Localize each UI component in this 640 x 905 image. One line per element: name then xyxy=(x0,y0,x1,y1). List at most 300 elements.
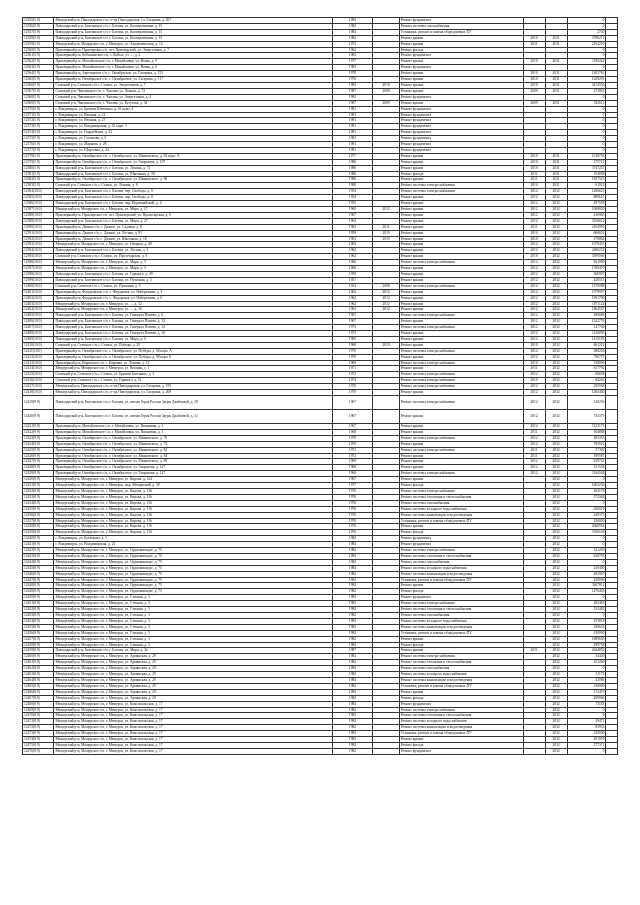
work-type-cell: Ремонт крыши xyxy=(399,207,523,213)
row-id-cell: 12475(8.9) xyxy=(23,742,54,748)
amount-cell: 230000 xyxy=(567,577,606,583)
row-id-cell: 12473(8.9) xyxy=(23,731,54,737)
amount-cell: 399587 xyxy=(567,453,606,459)
address-cell: Мещерский р-н, Павлодарское с/п, ст-ца Павлодарская, ул. Гагарина, д. 195 xyxy=(54,384,332,390)
build-year-cell: 1976 xyxy=(332,494,373,500)
address-cell: Приозерный р-н, Октябрьское с/п, с. Октябрьское, ул. Маяковского, д. 92 корп. А xyxy=(54,153,332,159)
amount-cell: 0 xyxy=(567,477,606,483)
row-id-cell: 12461(8.9) xyxy=(23,660,54,666)
start-year-cell: 2012 xyxy=(523,459,545,465)
amount-cell: 754379 xyxy=(567,410,606,424)
amount-cell: 261980 xyxy=(567,260,606,266)
address-cell: Мещерский р-н, Мещерское с/п, г. Мещерск, мкр. Мещерский, д. 38 xyxy=(54,483,332,489)
amount-cell: 661222 xyxy=(567,342,606,348)
address-cell: Павлодарский р-н, Бахтинское с/п, г. Бахтин, ул. Пушкина, д. 3 xyxy=(54,277,332,283)
amount-cell: 236400 xyxy=(567,565,606,571)
start-year-cell: 2011 xyxy=(523,429,545,435)
amount-cell: 491059 xyxy=(567,737,606,743)
address-cell: г. Владимирск, ул. Глушкова, д. 5 xyxy=(54,136,332,142)
build-year-cell: 1982 xyxy=(332,548,373,554)
amount-cell: 73181 xyxy=(567,701,606,707)
row-id-cell: 12474(8.9) xyxy=(23,737,54,743)
end-year-cell: 2031 xyxy=(545,165,567,171)
work-type-cell: Ремонт системы холодного водоснабжения xyxy=(399,719,523,725)
build-year-cell: 1962 xyxy=(332,289,373,295)
end-year-cell: 2032 xyxy=(545,248,567,254)
row-id-cell: 12370(5.9) xyxy=(23,106,54,112)
end-year-cell: 2032 xyxy=(545,360,567,366)
renovation-year-cell: 2010 xyxy=(373,236,399,242)
amount-cell: 140256 xyxy=(567,396,606,410)
end-year-cell: 2032 xyxy=(545,325,567,331)
amount-cell: 492353 xyxy=(567,435,606,441)
row-id-cell: 12390(10.0) xyxy=(23,224,54,230)
address-cell: Павлодарский р-н, Бахтинское с/п, г. Бахтин, пер. Свободы, д. 8 xyxy=(54,195,332,201)
amount-cell: 230000 xyxy=(567,630,606,636)
start-year-cell: 2012 xyxy=(523,372,545,378)
row-id-cell: 12436(8.9) xyxy=(23,512,54,518)
address-cell: Павлодарский р-н, Бахтинское с/п, г. Бахтин, ул. Мира, д. 34 xyxy=(54,648,332,654)
amount-cell: 572348 xyxy=(567,494,606,500)
build-year-cell: 1955 xyxy=(332,201,373,207)
amount-cell: 1286623 xyxy=(567,189,606,195)
amount-cell: 84242 xyxy=(567,378,606,384)
amount-cell: 532485 xyxy=(567,607,606,613)
row-id-cell: 12356(5.9) xyxy=(23,23,54,29)
build-year-cell: 1963 xyxy=(332,242,373,248)
work-type-cell: Ремонт фундамента xyxy=(399,65,523,71)
start-year-cell: 2012 xyxy=(523,207,545,213)
build-year-cell: 1962 xyxy=(332,248,373,254)
work-type-cell: Ремонт системы электроснабжения xyxy=(399,384,523,390)
end-year-cell: 2032 xyxy=(545,642,567,648)
end-year-cell: 2032 xyxy=(545,748,567,754)
start-year-cell: 2012 xyxy=(523,295,545,301)
work-type-cell: Ремонт системы электроснабжения xyxy=(399,189,523,195)
renovation-year-cell: 2009 xyxy=(373,88,399,94)
address-cell: Мещерский р-н, Мещерское с/п, г. Мещерск, ул. Комсомольская, д. 17 xyxy=(54,742,332,748)
work-type-cell: Ремонт системы электроснабжения xyxy=(399,360,523,366)
renovation-year-cell: 2012 xyxy=(373,301,399,307)
work-type-cell: Ремонт крыши xyxy=(399,583,523,589)
address-cell: Приозерный р-н, Октябрьское с/п, с. Октябрьское, ул. Маяковского, д. 85 xyxy=(54,459,332,465)
address-cell: г. Владимирск, ул. Вешняя, д. 22 xyxy=(54,112,332,118)
start-year-cell: 2012 xyxy=(523,189,545,195)
amount-cell: 321249 xyxy=(567,548,606,554)
start-year-cell: 2011 xyxy=(523,41,545,47)
amount-cell: 3747237 xyxy=(567,165,606,171)
renovation-year-cell: 2012 xyxy=(373,207,399,213)
work-type-cell: Ремонт системы электроснабжения xyxy=(399,435,523,441)
end-year-cell: 2032 xyxy=(545,366,567,372)
row-id-cell: 12382(5.9) xyxy=(23,177,54,183)
end-year-cell: 2032 xyxy=(545,512,567,518)
row-id-cell: 12385(10.0) xyxy=(23,195,54,201)
start-year-cell: 2012 xyxy=(523,242,545,248)
row-id-cell: 12453(8.9) xyxy=(23,613,54,619)
address-cell: Ставский р-н, Ставское с/п, г. Ставск, ул. Горького, д. 51 xyxy=(54,378,332,384)
build-year-cell: 1983 xyxy=(332,65,373,71)
work-type-cell: Ремонт крыши xyxy=(399,295,523,301)
amount-cell: 0 xyxy=(567,65,606,71)
end-year-cell: 2032 xyxy=(545,230,567,236)
end-year-cell: 2032 xyxy=(545,559,567,565)
end-year-cell: 2032 xyxy=(545,378,567,384)
address-cell: Приозерный р-н, Октябрьское с/п, с. Октябрьское, ул. Победы, д. 98 корп. А xyxy=(54,348,332,354)
address-cell: Мещерский р-н, Мещерское с/п, г. Мещерск, ул. Степная, д. 3 xyxy=(54,601,332,607)
build-year-cell: 1982 xyxy=(332,672,373,678)
end-year-cell: 2032 xyxy=(545,677,567,683)
build-year-cell: 1981 xyxy=(332,142,373,148)
build-year-cell: 1982 xyxy=(332,683,373,689)
row-id-cell: 12372(5.9) xyxy=(23,118,54,124)
address-cell: Приозерный р-н, Октябрьское с/п, с. Октябрьское, ул. Маяковского, д. 82 xyxy=(54,447,332,453)
row-id-cell: 12419(9.9) xyxy=(23,396,54,410)
build-year-cell: 1962 xyxy=(332,295,373,301)
row-id-cell: 12394(10.0) xyxy=(23,248,54,254)
build-year-cell: 1974 xyxy=(332,378,373,384)
work-type-cell: Ремонт крыши xyxy=(399,195,523,201)
address-cell: Павлодарский р-н, Бахтинское с/п, г. Бахтин, ул. Генерала Плиева, д. 6 xyxy=(54,313,332,319)
address-cell: Мещерский р-н, Мещерское с/п, г. Мещерск, ул. Мира, д. 3 xyxy=(54,260,332,266)
address-cell: Мещерский р-н, Мещерское с/п, г. Мещерск, ул. Степная, д. 3 xyxy=(54,642,332,648)
address-cell: Мещерский р-н, Павлодарское с/п, ст-ца Павлодарская, ул. Гагарина, д. 207 xyxy=(54,18,332,24)
row-id-cell: 12424(9.9) xyxy=(23,441,54,447)
address-cell: Павлодарский р-н, Бахтинское с/п, г. Бахтин, пер. Свободы, д. 9 xyxy=(54,189,332,195)
row-id-cell: 12384(10.0) xyxy=(23,189,54,195)
amount-cell: 230000 xyxy=(567,731,606,737)
work-type-cell: Ремонт крыши xyxy=(399,242,523,248)
row-id-cell: 12431(8.9) xyxy=(23,483,54,489)
build-year-cell: 1967 xyxy=(332,396,373,410)
end-year-cell: 2031 xyxy=(545,177,567,183)
end-year-cell: 2032 xyxy=(545,313,567,319)
build-year-cell: 1981 xyxy=(332,136,373,142)
end-year-cell: 2032 xyxy=(545,336,567,342)
end-year-cell: 2032 xyxy=(545,260,567,266)
address-cell: Мещерский р-н, Мещерское с/п, г. Мещерск, ул. Кирова, д. 116 xyxy=(54,512,332,518)
amount-cell: 1871124 xyxy=(567,301,606,307)
end-year-cell: 2032 xyxy=(545,683,567,689)
work-type-cell: Ремонт системы газоснабжения xyxy=(399,613,523,619)
address-cell: Приозерный р-н, Михайловское с/п, г. Михайловка, ул. Новая, д. 6 xyxy=(54,65,332,71)
address-cell: Мещерский р-н, Мещерское с/п, г. Мещерск, ул. ..., д. 16 xyxy=(54,307,332,313)
renovation-year-cell xyxy=(373,410,399,424)
amount-cell: 1518754 xyxy=(567,153,606,159)
row-id-cell: 12451(8.9) xyxy=(23,601,54,607)
build-year-cell: 1972 xyxy=(332,453,373,459)
work-type-cell: Ремонт крыши xyxy=(399,35,523,41)
amount-cell: 426515 xyxy=(567,277,606,283)
amount-cell: 249375 xyxy=(567,512,606,518)
start-year-cell: 2012 xyxy=(523,390,545,396)
work-type-cell: Ремонт системы отопления и теплоснабжения xyxy=(399,607,523,613)
end-year-cell: 2032 xyxy=(545,195,567,201)
build-year-cell: 1962 xyxy=(332,218,373,224)
start-year-cell: 2010 xyxy=(523,71,545,77)
work-type-cell: Установка, ремонт и замена общедомовых ПУ xyxy=(399,29,523,35)
build-year-cell: 1967 xyxy=(332,424,373,430)
work-type-cell: Ремонт крыши xyxy=(399,289,523,295)
build-year-cell: 1982 xyxy=(332,553,373,559)
address-cell: Приозерный р-н, Михайловское с/п, г. Михайловка, ул. Вишневая, д. 2 xyxy=(54,424,332,430)
repair-register-table xyxy=(22,17,618,755)
start-year-cell: 2012 xyxy=(523,348,545,354)
work-type-cell: Ремонт фасада xyxy=(399,47,523,53)
build-year-cell: 1958 xyxy=(332,271,373,277)
amount-cell: 1864507 xyxy=(567,307,606,313)
start-year-cell: 2011 xyxy=(523,171,545,177)
address-cell: Мещерский р-н, Мещерское с/п, г. Мещерск, ул. Степная, д. 3 xyxy=(54,624,332,630)
build-year-cell: 1982 xyxy=(332,595,373,601)
work-type-cell: Ремонт системы канализации и водоотведения xyxy=(399,624,523,630)
row-id-cell: 12439(8.9) xyxy=(23,530,54,536)
row-id-cell: 12469(8.9) xyxy=(23,707,54,713)
row-id-cell: 12417(10.0) xyxy=(23,384,54,390)
row-id-cell: 12447(8.9) xyxy=(23,577,54,583)
build-year-cell: 1981 xyxy=(332,130,373,136)
address-cell: г. Владимирск, ул. Вешняя, д. 27 xyxy=(54,118,332,124)
address-cell: Павлодарский р-н, Бахтинское с/п, г. Бахтин, ул. имени Героя России Зауры Джабаевой, д. 29 xyxy=(54,396,332,410)
work-type-cell: Ремонт системы электроснабжения xyxy=(399,372,523,378)
row-id-cell: 12362(5.9) xyxy=(23,59,54,65)
build-year-cell: 1987 xyxy=(332,648,373,654)
row-id-cell: 12376(5.9) xyxy=(23,142,54,148)
amount-cell: 1570088 xyxy=(567,283,606,289)
build-year-cell: 1981 xyxy=(332,118,373,124)
address-cell: Приозерный р-н, Дачное с/п, с. Дачное, ул. Школьная, д. 18 xyxy=(54,236,332,242)
end-year-cell: 2032 xyxy=(545,242,567,248)
start-year-cell: 2010 xyxy=(523,230,545,236)
amount-cell: 0 xyxy=(567,666,606,672)
work-type-cell: Ремонт крыши xyxy=(399,248,523,254)
build-year-cell: 1981 xyxy=(332,112,373,118)
end-year-cell: 2032 xyxy=(545,212,567,218)
work-type-cell: Ремонт фундамента xyxy=(399,536,523,542)
build-year-cell: 1981 xyxy=(332,147,373,153)
end-year-cell: 2032 xyxy=(545,577,567,583)
amount-cell: 49471 xyxy=(567,719,606,725)
end-year-cell: 2032 xyxy=(545,254,567,260)
address-cell: Приозерный р-н, Октябрьское с/п, с. Октябрьское, ул. Маяковского, д. 72 xyxy=(54,441,332,447)
amount-cell: 0 xyxy=(567,748,606,754)
amount-cell: 96838 xyxy=(567,372,606,378)
build-year-cell: 1982 xyxy=(332,542,373,548)
end-year-cell: 2032 xyxy=(545,689,567,695)
build-year-cell: 1982 xyxy=(332,731,373,737)
start-year-cell: 2012 xyxy=(523,424,545,430)
build-year-cell: 1976 xyxy=(332,518,373,524)
start-year-cell: 2011 xyxy=(523,177,545,183)
amount-cell: 266519 xyxy=(567,506,606,512)
row-id-cell: 12472(8.9) xyxy=(23,725,54,731)
work-type-cell: Ремонт крыши xyxy=(399,424,523,430)
end-year-cell: 2032 xyxy=(545,224,567,230)
start-year-cell: 2012 xyxy=(523,384,545,390)
build-year-cell: 1968 xyxy=(332,465,373,471)
row-id-cell: 12380(5.9) xyxy=(23,165,54,171)
empty-cell xyxy=(606,396,618,410)
work-type-cell: Ремонт крыши xyxy=(399,636,523,642)
work-type-cell: Ремонт системы электроснабжения xyxy=(399,378,523,384)
address-cell: Мещерский р-н, Мещерское с/п, г. Мещерск, ул. Степная, д. 3 xyxy=(54,618,332,624)
renovation-year-cell xyxy=(373,396,399,410)
build-year-cell: 1970 xyxy=(332,384,373,390)
build-year-cell: 1982 xyxy=(332,53,373,59)
work-type-cell: Ремонт крыши xyxy=(399,165,523,171)
work-type-cell: Ремонт крыши xyxy=(399,307,523,313)
build-year-cell: 1976 xyxy=(332,77,373,83)
row-id-cell: 12392(10.0) xyxy=(23,236,54,242)
start-year-cell: 2012 xyxy=(523,307,545,313)
address-cell: Мещерский р-н, Мещерское с/п, г. Мещерск, ул. Орджоникидзе, д. 75 xyxy=(54,553,332,559)
address-cell: Мещерский р-н, Мещерское с/п, г. Мещерск, ул. Академическая, д. 14 xyxy=(54,41,332,47)
amount-cell: 0 xyxy=(567,713,606,719)
address-cell: Ставский р-н, Чаплинское с/п, с. Чаплин, ул. Ленина, д. 72 xyxy=(54,88,332,94)
end-year-cell: 2032 xyxy=(545,441,567,447)
end-year-cell: 2031 xyxy=(545,88,567,94)
end-year-cell: 2032 xyxy=(545,218,567,224)
amount-cell: 628785 xyxy=(567,553,606,559)
row-id-cell: 12367(5.9) xyxy=(23,88,54,94)
work-type-cell: Ремонт крыши xyxy=(399,212,523,218)
address-cell: Мещерский р-н, Мещерское с/п, г. Мещерск, ул. Мира, д. 17 xyxy=(54,207,332,213)
table-row xyxy=(23,748,618,754)
row-id-cell: 12386(10.0) xyxy=(23,201,54,207)
end-year-cell: 2031 xyxy=(545,71,567,77)
renovation-year-cell: 2010 xyxy=(373,230,399,236)
amount-cell: 0 xyxy=(567,124,606,130)
work-type-cell: Ремонт крыши xyxy=(399,218,523,224)
amount-cell: 1123173 xyxy=(567,424,606,430)
amount-cell: 2164210 xyxy=(567,41,606,47)
build-year-cell: 1967 xyxy=(332,212,373,218)
work-type-cell: Ремонт системы электроснабжения xyxy=(399,283,523,289)
address-cell: Павлодарский р-н, Бахтинское с/п, г. Бахтин, ул. Генерала Плиева, д. 14 xyxy=(54,325,332,331)
amount-cell: 193818 xyxy=(567,618,606,624)
end-year-cell: 2032 xyxy=(545,636,567,642)
build-year-cell: 1970 xyxy=(332,354,373,360)
address-cell: Мещерский р-н, Мещерское с/п, г. Мещерск, ул. Армянская, д. 29 xyxy=(54,666,332,672)
row-id-cell: 12415(10.0) xyxy=(23,372,54,378)
end-year-cell: 2032 xyxy=(545,477,567,483)
amount-cell: 2164991 xyxy=(567,224,606,230)
work-type-cell: Ремонт фундамента xyxy=(399,112,523,118)
start-year-cell: 2010 xyxy=(523,153,545,159)
build-year-cell: 1982 xyxy=(332,559,373,565)
work-type-cell: Установка, ремонт и замена общедомовых ПУ xyxy=(399,518,523,524)
work-type-cell: Ремонт системы электроснабжения xyxy=(399,183,523,189)
build-year-cell: 1982 xyxy=(332,29,373,35)
amount-cell: 0 xyxy=(567,106,606,112)
address-cell: Мещерский р-н, Мещерское с/п, г. Мещерск, ул. Комсомольская, д. 17 xyxy=(54,731,332,737)
address-cell: Павлодарский р-н, Бахтинское с/п, г. Бахтин, ул. Мира, д. 27 xyxy=(54,218,332,224)
work-type-cell: Ремонт крыши xyxy=(399,277,523,283)
work-type-cell: Ремонт фундамента xyxy=(399,118,523,124)
start-year-cell: 2012 xyxy=(523,218,545,224)
amount-cell: 1166146 xyxy=(567,530,606,536)
amount-cell: 3256612 xyxy=(567,218,606,224)
end-year-cell: 2032 xyxy=(545,453,567,459)
address-cell: Мещерский р-н, Мещерское с/п, г. Мещерск, ул. Степная, д. 3 xyxy=(54,636,332,642)
amount-cell: 256632 xyxy=(567,624,606,630)
work-type-cell: Установка, ремонт и замена общедомовых ПУ xyxy=(399,731,523,737)
address-cell: Приозерный р-н, Октябрьское с/п, с. Октябрьское, ул. Маяковского, д. 98 xyxy=(54,177,332,183)
build-year-cell: 1980 xyxy=(332,183,373,189)
end-year-cell: 2032 xyxy=(545,536,567,542)
row-id-cell: 12410(10.0) xyxy=(23,342,54,348)
address-cell: Приозерный р-н, Кировское с/п, с. Кировка, ул. Ленина, д. 12 xyxy=(54,360,332,366)
build-year-cell: 1972 xyxy=(332,447,373,453)
end-year-cell: 2032 xyxy=(545,583,567,589)
row-id-cell: 12379(5.9) xyxy=(23,159,54,165)
address-cell: Приозерный р-н, Заречинское с/п, с. Октябрьское, ул. Гагарина, д. 115 xyxy=(54,71,332,77)
row-id-cell: 12387(10.0) xyxy=(23,207,54,213)
build-year-cell: 1986 xyxy=(332,159,373,165)
address-cell: Мещерский р-н, Мещерское с/п, г. Мещерск, ул. Степная, д. 3 xyxy=(54,607,332,613)
amount-cell: 0 xyxy=(567,94,606,100)
build-year-cell: 1982 xyxy=(332,695,373,701)
work-type-cell: Ремонт системы электроснабжения xyxy=(399,313,523,319)
build-year-cell: 1969 xyxy=(332,459,373,465)
amount-cell: 3267811 xyxy=(567,583,606,589)
row-id-cell: 12401(10.0) xyxy=(23,289,54,295)
work-type-cell: Ремонт крыши xyxy=(399,465,523,471)
amount-cell: 1663236 xyxy=(567,483,606,489)
address-cell: Мещерский р-н, Мещерское с/п, г. Мещерск, ул. Кирова, д. 116 xyxy=(54,524,332,530)
row-id-cell: 12456(8.9) xyxy=(23,630,54,636)
address-cell: Мещерский р-н, Мещерское с/п, г. Мещерск, ул. Орджоникидзе, д. 75 xyxy=(54,571,332,577)
row-id-cell: 12423(9.9) xyxy=(23,435,54,441)
end-year-cell: 2031 xyxy=(545,153,567,159)
start-year-cell: 2012 xyxy=(523,277,545,283)
amount-cell: 277371 xyxy=(567,742,606,748)
row-id-cell: 12445(8.9) xyxy=(23,565,54,571)
work-type-cell: Ремонт системы электроснабжения xyxy=(399,471,523,477)
start-year-cell: 2012 xyxy=(523,201,545,207)
start-year-cell: 2012 xyxy=(523,435,545,441)
build-year-cell: 1976 xyxy=(332,530,373,536)
work-type-cell: Ремонт крыши xyxy=(399,100,523,106)
amount-cell: 0 xyxy=(567,142,606,148)
end-year-cell: 2032 xyxy=(545,701,567,707)
end-year-cell: 2032 xyxy=(545,483,567,489)
row-id-cell: 12438(8.9) xyxy=(23,524,54,530)
amount-cell: 564888 xyxy=(567,429,606,435)
start-year-cell: 2011 xyxy=(523,366,545,372)
build-year-cell: 1982 xyxy=(332,589,373,595)
work-type-cell: Ремонт крыши xyxy=(399,82,523,88)
amount-cell: 889657 xyxy=(567,195,606,201)
work-type-cell: Ремонт крыши xyxy=(399,201,523,207)
end-year-cell: 2032 xyxy=(545,589,567,595)
row-id-cell: 12403(10.0) xyxy=(23,301,54,307)
empty-cell xyxy=(606,748,618,754)
build-year-cell: 1980 xyxy=(332,165,373,171)
empty-cell xyxy=(606,410,618,424)
work-type-cell: Ремонт фундамента xyxy=(399,53,523,59)
end-year-cell: 2032 xyxy=(545,565,567,571)
build-year-cell: 1967 xyxy=(332,313,373,319)
start-year-cell: 2010 xyxy=(523,159,545,165)
address-cell: Мещерский р-н, Мещерское с/п, г. Мещерск, ул. Орджоникидзе, д. 75 xyxy=(54,565,332,571)
amount-cell: 796775 xyxy=(567,354,606,360)
document-page xyxy=(22,17,618,755)
address-cell: Ставский р-н, Ставское с/п, г. Ставск, ул. Энергетиков, д. 7 xyxy=(54,82,332,88)
work-type-cell: Ремонт крыши xyxy=(399,153,523,159)
start-year-cell: 2010 xyxy=(523,254,545,260)
start-year-cell: 2012 xyxy=(523,410,545,424)
